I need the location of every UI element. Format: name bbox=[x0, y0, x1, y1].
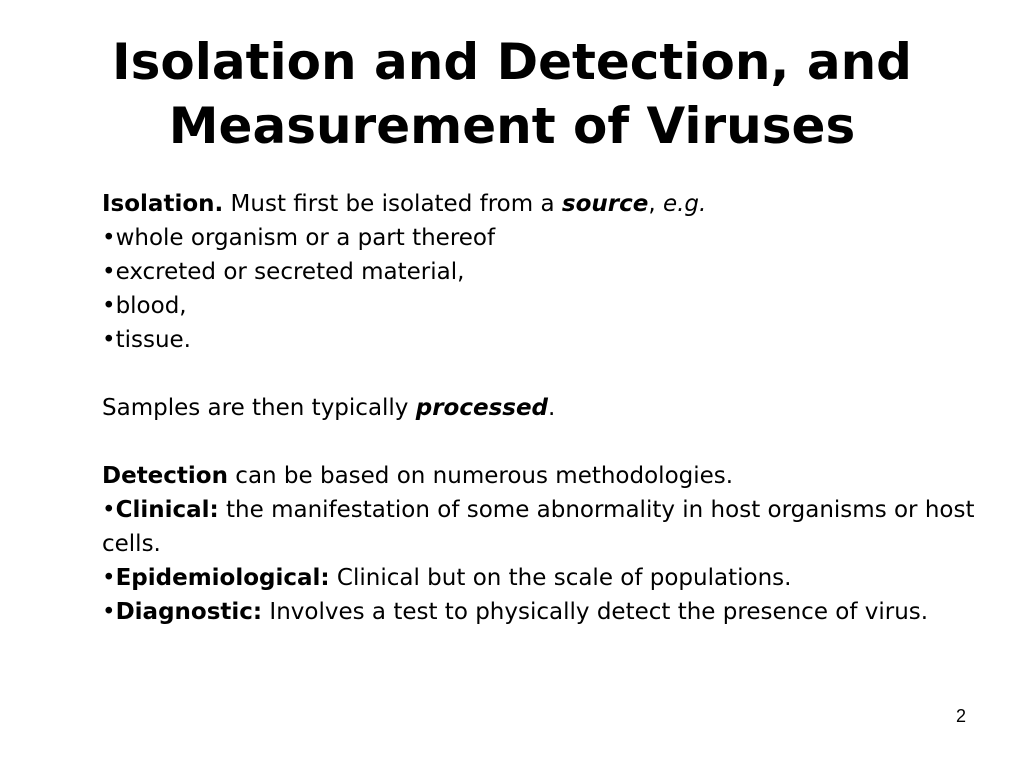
isolation-text-between: , bbox=[648, 191, 663, 217]
list-item: •excreted or secreted material, bbox=[102, 259, 465, 285]
list-item: •tissue. bbox=[102, 327, 191, 353]
processing-paragraph bbox=[102, 391, 982, 425]
bullet: • bbox=[102, 599, 116, 625]
detection-term-epidemiological: Epidemiological: bbox=[115, 565, 330, 591]
detection-term-diagnostic: Diagnostic: bbox=[115, 599, 263, 625]
spacer bbox=[102, 425, 982, 459]
slide-title-line-2: Measurement of Viruses bbox=[168, 97, 856, 155]
processing-emphasis: processed bbox=[415, 395, 549, 421]
detection-heading: Detection bbox=[102, 463, 228, 489]
detection-paragraph bbox=[102, 459, 982, 493]
slide-title bbox=[40, 30, 984, 158]
list-item: •blood, bbox=[102, 293, 187, 319]
list-item: •whole organism or a part thereof bbox=[102, 225, 496, 251]
isolation-example-abbrev: e.g. bbox=[662, 191, 707, 217]
slide-body bbox=[102, 187, 982, 629]
processing-text: Samples are then typically bbox=[102, 395, 416, 421]
isolation-paragraph bbox=[102, 187, 982, 221]
detection-desc-clinical: the manifestation of some abnormality in host organisms or host cells. bbox=[102, 497, 975, 557]
detection-term-clinical: Clinical: bbox=[115, 497, 219, 523]
bullet: • bbox=[102, 565, 116, 591]
isolation-heading: Isolation. bbox=[102, 191, 224, 217]
slide-title-line-1: Isolation and Detection, and bbox=[112, 33, 912, 91]
detection-desc-epidemiological: Clinical but on the scale of populations. bbox=[329, 565, 792, 591]
processing-text-after: . bbox=[548, 395, 556, 421]
detection-desc-diagnostic: Involves a test to physically detect the presence of virus. bbox=[262, 599, 929, 625]
spacer bbox=[102, 357, 982, 391]
page-number: 2 bbox=[955, 706, 966, 726]
detection-item-clinical bbox=[102, 493, 982, 561]
isolation-text: Must first be isolated from a bbox=[223, 191, 562, 217]
bullet: • bbox=[102, 497, 116, 523]
detection-item-diagnostic bbox=[102, 595, 982, 629]
detection-text: can be based on numerous methodologies. bbox=[227, 463, 734, 489]
detection-item-epidemiological bbox=[102, 561, 982, 595]
isolation-source-emphasis: source bbox=[561, 191, 649, 217]
